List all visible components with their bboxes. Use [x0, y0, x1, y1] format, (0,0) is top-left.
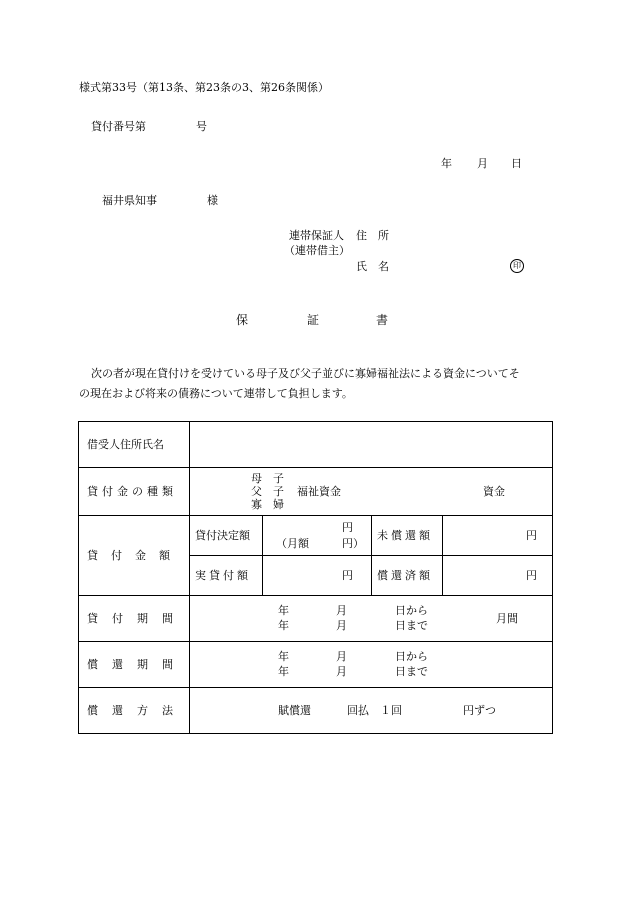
- title-char-1: 保: [236, 313, 249, 327]
- method-installment: 賦償還: [278, 704, 311, 717]
- title-char-2: 証: [307, 313, 320, 327]
- actual-yen: 円: [342, 569, 353, 582]
- method-label: 償還方法: [87, 704, 187, 717]
- unpaid-label: 未償還額: [377, 529, 433, 542]
- loan-number-prefix: 貸付番号第: [91, 120, 146, 133]
- body-line-2: の現在および将来の債務について連帯して負担します。: [79, 387, 353, 400]
- loan-period-label: 貸付期間: [87, 612, 187, 625]
- fund-type-label: 貸付金の種類: [87, 485, 177, 498]
- monthly-close: 円）: [342, 537, 364, 550]
- row-fund-type: [79, 468, 553, 516]
- repaid-label: 償還済額: [377, 569, 433, 582]
- fund-type-fushi: 父 子: [251, 485, 284, 498]
- date-year: 年: [441, 157, 452, 170]
- decided-yen: 円: [342, 521, 353, 534]
- row-repay-period: [79, 642, 553, 688]
- borrower-value: [190, 422, 553, 468]
- row-loan-amount-1: [79, 516, 553, 556]
- guarantor-role: 連帯保証人: [289, 229, 344, 242]
- loan-until-month: 月: [336, 619, 347, 632]
- repay-from-month: 月: [336, 650, 347, 663]
- fund-type-kafu: 寡 婦: [251, 498, 284, 511]
- repay-from-year: 年: [278, 650, 289, 663]
- method-first: １回: [380, 704, 402, 717]
- monthly-open: （月額: [276, 537, 309, 550]
- method-each: 円ずつ: [463, 704, 496, 717]
- repaid-yen: 円: [526, 569, 537, 582]
- addressee-name: 福井県知事: [102, 194, 157, 207]
- fund-type-welfare: 福祉資金: [297, 485, 341, 498]
- row-borrower: [79, 422, 553, 468]
- decided-label: 貸付決定額: [195, 529, 250, 542]
- loan-until-year: 年: [278, 619, 289, 632]
- fund-type-fund: 資金: [483, 485, 505, 498]
- repay-period-label: 償還期間: [87, 658, 187, 671]
- repay-from-day: 日から: [395, 650, 428, 663]
- loan-from-day: 日から: [395, 604, 428, 617]
- loan-amount-label: 貸付金額: [87, 548, 183, 562]
- loan-from-month: 月: [336, 604, 347, 617]
- fund-type-boshi: 母 子: [251, 472, 284, 485]
- seal-icon: 印: [510, 259, 524, 273]
- form-number: 様式第33号（第13条、第23条の3、第26条関係）: [79, 81, 329, 94]
- title-char-3: 書: [376, 313, 389, 327]
- actual-label: 実貸付額: [195, 569, 251, 582]
- loan-months: 月間: [496, 612, 518, 625]
- guarantor-address-label: 住 所: [356, 229, 389, 242]
- date-day: 日: [511, 157, 522, 170]
- body-line-1: 次の者が現在貸付けを受けている母子及び父子並びに寡婦福祉法による資金についてそ: [91, 367, 520, 380]
- date-month: 月: [477, 157, 488, 170]
- borrower-label: 借受人住所氏名: [87, 438, 164, 451]
- loan-until-day: 日まで: [395, 619, 428, 632]
- repay-until-day: 日まで: [395, 665, 428, 678]
- row-repay-method: [79, 688, 553, 734]
- guarantor-role-alt: （連帯借主）: [284, 244, 350, 257]
- row-loan-period: [79, 596, 553, 642]
- repay-until-year: 年: [278, 665, 289, 678]
- guarantee-table: [78, 421, 553, 734]
- loan-from-year: 年: [278, 604, 289, 617]
- seal-mark: [510, 259, 524, 273]
- method-times: 回払: [347, 704, 369, 717]
- repay-until-month: 月: [336, 665, 347, 678]
- loan-number-suffix: 号: [196, 120, 207, 133]
- guarantor-name-label: 氏 名: [356, 260, 389, 273]
- unpaid-yen: 円: [526, 529, 537, 542]
- addressee-honorific: 様: [207, 194, 218, 207]
